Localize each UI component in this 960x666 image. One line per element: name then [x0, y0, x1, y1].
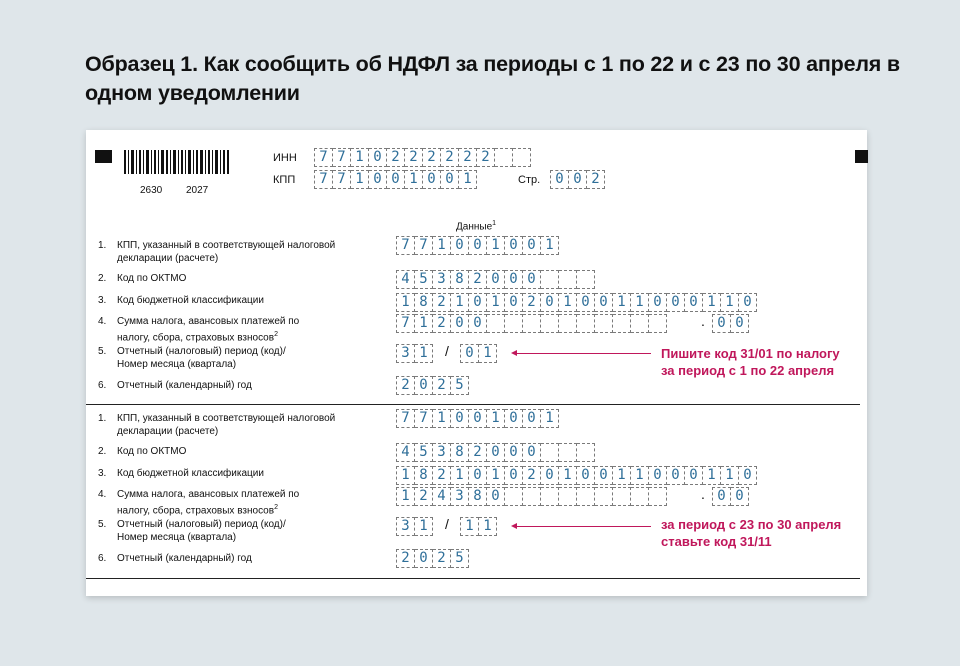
annotation-line: за период с 23 по 30 апреля [661, 517, 842, 532]
form-cell [541, 487, 559, 506]
form-cell: 8 [451, 270, 469, 289]
form-cell: 8 [415, 293, 433, 312]
form-cell: 0 [550, 170, 569, 189]
form-cell: 3 [433, 270, 451, 289]
row-number: 5. [98, 519, 107, 530]
row-label [117, 445, 186, 458]
form-cell: 3 [396, 517, 415, 536]
form-cell: 0 [469, 466, 487, 485]
form-cell [541, 314, 559, 333]
row-label-line: налогу, сбора, страховых взносов [117, 332, 275, 344]
decimal-point: . [701, 313, 705, 329]
row-label [117, 488, 299, 517]
form-cell: 0 [469, 314, 487, 333]
form-cell: 7 [415, 236, 433, 255]
form-cell: 1 [415, 344, 433, 363]
form-cell [541, 443, 559, 462]
form-cell: 0 [649, 293, 667, 312]
form-cell: 1 [433, 409, 451, 428]
form-cell: 0 [451, 314, 469, 333]
form-cell: 4 [396, 270, 415, 289]
form-cell: 1 [415, 517, 433, 536]
row-number: 6. [98, 553, 107, 564]
form-cell: 0 [487, 443, 505, 462]
form-cell: 0 [487, 487, 505, 506]
form-cell [495, 148, 513, 167]
form-cell: 2 [587, 170, 605, 189]
form-cell: 0 [487, 270, 505, 289]
form-cell: 0 [731, 314, 749, 333]
form-cell: 1 [396, 293, 415, 312]
annotation-arrow [516, 353, 651, 354]
form-cell: 0 [685, 466, 703, 485]
form-cell: 2 [423, 148, 441, 167]
form-cell: 2 [441, 148, 459, 167]
form-cell: 0 [595, 466, 613, 485]
section-divider-bottom [86, 578, 860, 579]
form-cell: 0 [685, 293, 703, 312]
form-cell [559, 443, 577, 462]
row-label-line: Отчетный (налоговый) период (код)/ [117, 519, 286, 530]
form-cell [577, 314, 595, 333]
section-divider [86, 404, 860, 405]
form-cell [649, 487, 667, 506]
row-number: 5. [98, 346, 107, 357]
barcode-number-right: 2027 [186, 185, 209, 196]
period-slash: / [445, 343, 449, 359]
kopecks-field [712, 314, 749, 332]
form-cell: 0 [712, 487, 731, 506]
form-cell: 1 [451, 466, 469, 485]
form-cell: 1 [487, 293, 505, 312]
row-label-line: Код по ОКТМО [117, 273, 187, 284]
row-label-line: Отчетный (календарный) год [117, 380, 252, 391]
form-cell: 1 [559, 293, 577, 312]
form-cell: 2 [396, 549, 415, 568]
footnote-mark: 2 [274, 331, 278, 338]
form-cell: 2 [433, 376, 451, 395]
period-slash: / [445, 516, 449, 532]
form-cell: 1 [721, 293, 739, 312]
form-cell: 0 [505, 409, 523, 428]
kopecks-field [712, 487, 749, 505]
form-cell: 0 [569, 170, 587, 189]
form-cell: 5 [451, 376, 469, 395]
form-cell: 0 [712, 314, 731, 333]
form-cell: 0 [523, 409, 541, 428]
form-cell: 2 [387, 148, 405, 167]
row-value-field [396, 443, 595, 461]
row-label [117, 552, 252, 565]
form-cell: 0 [505, 466, 523, 485]
form-cell [631, 487, 649, 506]
form-cell: 8 [451, 443, 469, 462]
form-cell: 1 [415, 314, 433, 333]
form-cell: 1 [396, 487, 415, 506]
row-value-field [396, 293, 757, 311]
annotation-line: за период с 1 по 22 апреля [661, 363, 835, 378]
row-label [117, 294, 264, 307]
form-cell: 1 [613, 466, 631, 485]
form-cell: 5 [415, 443, 433, 462]
form-cell: 3 [451, 487, 469, 506]
form-cell: 0 [505, 293, 523, 312]
form-cell: 0 [731, 487, 749, 506]
form-cell: 0 [451, 409, 469, 428]
row-label-line: Отчетный (налоговый) период (код)/ [117, 346, 286, 357]
row-number: 1. [98, 240, 107, 251]
page-label: Стр. [518, 174, 541, 186]
row-label-line: КПП, указанный в соответствующей налоговой [117, 240, 336, 251]
form-cell: 2 [433, 549, 451, 568]
form-cell: 2 [433, 314, 451, 333]
form-cell: 0 [541, 466, 559, 485]
row-value-field [396, 466, 757, 484]
form-cell: 0 [451, 236, 469, 255]
form-cell: 0 [523, 236, 541, 255]
form-cell: 1 [487, 409, 505, 428]
form-cell: 0 [667, 466, 685, 485]
form-cell: 0 [460, 344, 479, 363]
form-cell: 0 [577, 293, 595, 312]
row-label-line: налогу, сбора, страховых взносов [117, 505, 275, 517]
form-cell [513, 148, 531, 167]
form-cell: 1 [405, 170, 423, 189]
row-number: 4. [98, 316, 107, 327]
form-cell: 0 [577, 466, 595, 485]
annotation-line: ставьте код 31/11 [661, 534, 772, 549]
form-cell: 0 [423, 170, 441, 189]
row-number: 1. [98, 413, 107, 424]
row-label-line: Сумма налога, авансовых платежей по [117, 316, 300, 327]
row-label [117, 315, 299, 344]
form-cell: 0 [415, 549, 433, 568]
form-cell: 0 [469, 293, 487, 312]
form-cell [613, 314, 631, 333]
form-cell: 0 [595, 293, 613, 312]
form-cell: 3 [396, 344, 415, 363]
form-cell: 2 [433, 466, 451, 485]
form-cell: 0 [387, 170, 405, 189]
row-label-line: декларации (расчете) [117, 253, 219, 264]
kpp-field [314, 170, 477, 188]
form-cell: 2 [433, 293, 451, 312]
form-cell [487, 314, 505, 333]
form-cell [559, 314, 577, 333]
form-cell: 0 [523, 443, 541, 462]
form-cell [595, 314, 613, 333]
form-cell: 5 [415, 270, 433, 289]
form-cell: 1 [351, 148, 369, 167]
form-cell: 1 [631, 293, 649, 312]
annotation-arrowhead [511, 523, 517, 529]
form-cell: 0 [505, 270, 523, 289]
form-cell [523, 314, 541, 333]
form-cell: 0 [649, 466, 667, 485]
form-cell: 1 [613, 293, 631, 312]
annotation-line: Пишите код 31/01 по налогу [661, 346, 840, 361]
form-cell [541, 270, 559, 289]
form-cell: 2 [469, 270, 487, 289]
month-number-field [460, 517, 497, 535]
month-number-field [460, 344, 497, 362]
form-cell: 7 [333, 170, 351, 189]
row-label-line: Отчетный (календарный) год [117, 553, 252, 564]
inn-label: ИНН [273, 152, 297, 164]
row-value-field [396, 270, 595, 288]
row-label-line: Сумма налога, авансовых платежей по [117, 489, 300, 500]
row-value-field [396, 409, 559, 427]
form-cell: 2 [477, 148, 495, 167]
row-value-field [396, 549, 469, 567]
form-cell: 1 [433, 236, 451, 255]
form-cell: 4 [396, 443, 415, 462]
form-cell: 0 [369, 170, 387, 189]
form-cell: 1 [460, 517, 479, 536]
form-cell: 0 [469, 236, 487, 255]
form-cell: 0 [667, 293, 685, 312]
form-cell: 1 [559, 466, 577, 485]
annotation-arrowhead [511, 350, 517, 356]
row-label-line: Код бюджетной классификации [117, 295, 264, 306]
data-header-footnote: 1 [492, 220, 497, 227]
form-cell: 0 [369, 148, 387, 167]
kpp-label: КПП [273, 174, 296, 186]
form-cell: 5 [451, 549, 469, 568]
form-cell [613, 487, 631, 506]
corner-marker [855, 150, 868, 163]
form-cell: 1 [631, 466, 649, 485]
form-cell: 1 [459, 170, 477, 189]
row-number: 2. [98, 446, 107, 457]
form-cell: 1 [541, 236, 559, 255]
data-column-header [456, 220, 496, 232]
form-cell [649, 314, 667, 333]
row-label-line: КПП, указанный в соответствующей налоговой [117, 413, 336, 424]
footnote-mark: 2 [274, 504, 278, 511]
period-code-field [396, 517, 433, 535]
form-cell: 1 [351, 170, 369, 189]
form-cell: 0 [739, 466, 757, 485]
row-label [117, 379, 252, 392]
row-number: 2. [98, 273, 107, 284]
form-cell: 1 [396, 466, 415, 485]
form-cell [505, 487, 523, 506]
row-value-field [396, 314, 667, 332]
form-cell: 0 [541, 293, 559, 312]
row-label-line: декларации (расчете) [117, 426, 219, 437]
form-cell: 1 [487, 466, 505, 485]
form-cell: 1 [721, 466, 739, 485]
row-label-line: Код бюджетной классификации [117, 468, 264, 479]
form-cell: 2 [469, 443, 487, 462]
form-cell [577, 270, 595, 289]
form-cell: 1 [479, 344, 497, 363]
row-label [117, 345, 286, 371]
form-cell: 0 [739, 293, 757, 312]
row-number: 3. [98, 295, 107, 306]
form-cell: 2 [396, 376, 415, 395]
form-cell: 7 [314, 170, 333, 189]
decimal-point: . [701, 486, 705, 502]
row-label [117, 239, 335, 265]
form-cell: 0 [441, 170, 459, 189]
corner-marker [95, 150, 112, 163]
inn-field [314, 148, 531, 166]
form-cell: 2 [523, 466, 541, 485]
form-cell: 1 [541, 409, 559, 428]
form-cell: 2 [523, 293, 541, 312]
form-cell [577, 443, 595, 462]
row-label [117, 272, 186, 285]
page-title: Образец 1. Как сообщить об НДФЛ за периоды с 1 по 22 и с 23 по 30 апреля в одном уведомлении [85, 52, 900, 105]
form-cell: 8 [415, 466, 433, 485]
form-cell: 0 [505, 236, 523, 255]
form-cell: 1 [479, 517, 497, 536]
form-cell: 0 [523, 270, 541, 289]
row-value-field [396, 236, 559, 254]
form-cell: 2 [415, 487, 433, 506]
row-value-field [396, 487, 667, 505]
annotation-arrow [516, 526, 651, 527]
form-cell [559, 270, 577, 289]
form-cell: 4 [433, 487, 451, 506]
form-cell [577, 487, 595, 506]
row-number: 3. [98, 468, 107, 479]
form-cell: 7 [396, 409, 415, 428]
form-cell: 1 [451, 293, 469, 312]
form-cell [631, 314, 649, 333]
form-cell: 7 [415, 409, 433, 428]
barcode-icon [124, 150, 229, 186]
row-label [117, 467, 264, 480]
form-cell: 7 [314, 148, 333, 167]
form-cell: 1 [703, 466, 721, 485]
row-label [117, 518, 286, 544]
form-cell: 3 [433, 443, 451, 462]
period-code-field [396, 344, 433, 362]
page-number-field [550, 170, 605, 188]
row-value-field [396, 376, 469, 394]
row-number: 4. [98, 489, 107, 500]
form-cell [559, 487, 577, 506]
form-cell [505, 314, 523, 333]
row-number: 6. [98, 380, 107, 391]
form-cell: 2 [405, 148, 423, 167]
form-cell: 8 [469, 487, 487, 506]
form-cell: 1 [703, 293, 721, 312]
data-header-text: Данные [456, 221, 493, 233]
row-label-line: Номер месяца (квартала) [117, 359, 237, 370]
form-cell [523, 487, 541, 506]
row-label-line: Номер месяца (квартала) [117, 532, 237, 543]
form-cell: 0 [469, 409, 487, 428]
form-cell: 1 [487, 236, 505, 255]
form-cell: 0 [505, 443, 523, 462]
form-cell [595, 487, 613, 506]
form-cell: 0 [415, 376, 433, 395]
row-label-line: Код по ОКТМО [117, 446, 187, 457]
barcode-number-left: 2630 [140, 185, 163, 196]
form-cell: 7 [396, 236, 415, 255]
form-cell: 7 [333, 148, 351, 167]
row-label [117, 412, 335, 438]
form-cell: 2 [459, 148, 477, 167]
form-cell: 7 [396, 314, 415, 333]
